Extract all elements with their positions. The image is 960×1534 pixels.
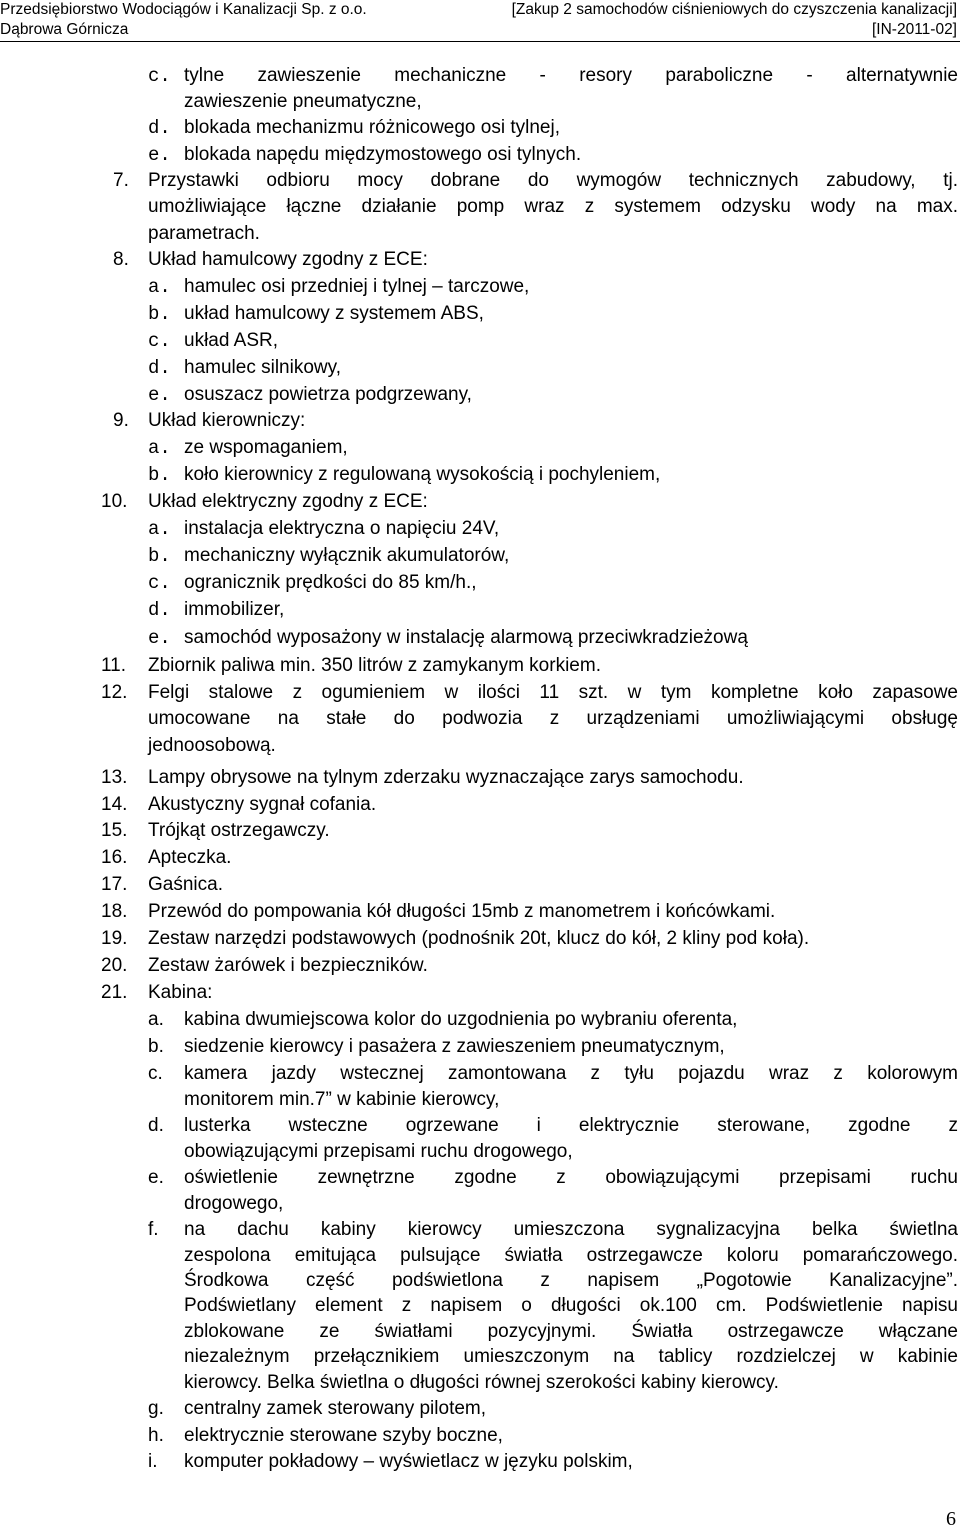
list-text: Lampy obrysowe na tylnym zderzaku wyznaczające zarys samochodu. — [148, 767, 744, 788]
list-line — [0, 1344, 960, 1370]
list-marker: 11. — [101, 655, 127, 676]
list-marker: 17. — [101, 874, 128, 895]
list-text: koło kierownicy z regulowaną wysokością i pochyleniem, — [184, 464, 661, 485]
company-city: Dąbrowa Górnicza — [0, 21, 129, 38]
list-line — [0, 1293, 960, 1319]
list-text: centralny zamek sterowany pilotem, — [184, 1398, 487, 1419]
list-text: umożliwiające łączne działanie pomp wraz z systemem odzysku wody na max. — [148, 196, 958, 217]
list-marker: 9. — [113, 410, 129, 431]
list-text: Apteczka. — [148, 847, 232, 868]
list-text: hamulec silnikowy, — [184, 357, 341, 378]
list-line — [0, 653, 960, 679]
list-text: blokada napędu międzymostowego osi tylnych. — [184, 144, 582, 165]
list-text: samochód wyposażony w instalację alarmową przeciwkradzieżową — [184, 627, 748, 648]
list-marker: a. — [148, 1009, 164, 1030]
list-text: tylne zawieszenie mechaniczne - resory paraboliczne - alternatywnie — [184, 65, 958, 86]
list-line — [0, 247, 960, 273]
list-line — [0, 462, 960, 488]
list-line — [0, 1268, 960, 1294]
list-text: Akustyczny sygnał cofania. — [148, 794, 377, 815]
list-line — [0, 382, 960, 408]
list-text: blokada mechanizmu różnicowego osi tylnej, — [184, 117, 560, 138]
list-marker: d. — [148, 357, 171, 379]
document-title: [Zakup 2 samochodów ciśnieniowych do czyszczenia kanalizacji] — [511, 1, 957, 18]
list-line — [0, 221, 960, 247]
list-text: siedzenie kierowcy i pasażera z zawieszeniem pneumatycznym, — [184, 1036, 725, 1057]
list-text: ze wspomaganiem, — [184, 437, 348, 458]
list-line — [0, 301, 960, 327]
list-marker: b. — [148, 303, 171, 325]
list-marker: i. — [148, 1451, 158, 1472]
list-marker: d. — [148, 1115, 164, 1136]
list-text: Zbiornik paliwa min. 350 litrów z zamykanym korkiem. — [148, 655, 601, 676]
list-marker: 18. — [101, 901, 128, 922]
list-line — [0, 168, 960, 194]
list-marker: 12. — [101, 682, 128, 703]
list-text: zawieszenie pneumatyczne, — [184, 91, 422, 112]
list-text: komputer pokładowy – wyświetlacz w języku polskim, — [184, 1451, 633, 1472]
list-text: osuszacz powietrza podgrzewany, — [184, 384, 472, 405]
list-line — [0, 570, 960, 596]
list-marker: 21. — [101, 982, 128, 1003]
list-line — [0, 1449, 960, 1475]
list-line — [0, 1165, 960, 1191]
list-line — [0, 818, 960, 844]
list-line — [0, 706, 960, 732]
list-text: Felgi stalowe z ogumieniem w ilości 11 szt. w tym kompletne koło zapasowe — [148, 682, 958, 703]
list-marker: a. — [148, 437, 171, 459]
list-text: Układ elektryczny zgodny z ECE: — [148, 491, 428, 512]
list-marker: b. — [148, 545, 171, 567]
list-marker: a. — [148, 276, 171, 298]
list-text: umocowane na stałe do podwozia z urządzeniami umożliwiającymi obsługę — [148, 708, 958, 729]
list-marker: 19. — [101, 928, 128, 949]
list-text: kamera jazdy wstecznej zamontowana z tyłu pojazdu wraz z kolorowym — [184, 1063, 958, 1084]
list-text: elektrycznie sterowane szyby boczne, — [184, 1425, 503, 1446]
list-marker: 20. — [101, 955, 128, 976]
list-line — [0, 1139, 960, 1165]
list-marker: c. — [148, 1063, 163, 1084]
list-line — [0, 1113, 960, 1139]
list-line — [0, 926, 960, 952]
header-rule — [0, 41, 960, 42]
list-text: kabina dwumiejscowa kolor do uzgodnienia po wybraniu oferenta, — [184, 1009, 738, 1030]
list-marker: e. — [148, 144, 171, 166]
list-text: układ hamulcowy z systemem ABS, — [184, 303, 484, 324]
list-text: Przystawki odbioru mocy dobrane do wymogów technicznych zabudowy, tj. — [148, 170, 958, 191]
list-line — [0, 1034, 960, 1060]
list-text: Zestaw narzędzi podstawowych (podnośnik 20t, klucz do kół, 2 kliny pod koła). — [148, 928, 810, 949]
list-text: mechaniczny wyłącznik akumulatorów, — [184, 545, 510, 566]
list-text: Trójkąt ostrzegawczy. — [148, 820, 330, 841]
list-line — [0, 115, 960, 141]
list-line — [0, 1217, 960, 1243]
list-text: Podświetlany element z napisem o długości ok.100 cm. Podświetlenie napisu — [184, 1295, 958, 1316]
list-marker: e. — [148, 627, 171, 649]
list-line — [0, 872, 960, 898]
list-marker: c. — [148, 65, 171, 87]
page-number: 6 — [946, 1508, 956, 1530]
list-line — [0, 1396, 960, 1422]
list-text: Zestaw żarówek i bezpieczników. — [148, 955, 428, 976]
list-line — [0, 516, 960, 542]
list-line — [0, 899, 960, 925]
list-marker: 10. — [101, 491, 128, 512]
list-marker: 16. — [101, 847, 128, 868]
list-marker: a. — [148, 518, 171, 540]
list-text: instalacja elektryczna o napięciu 24V, — [184, 518, 500, 539]
list-line — [0, 1319, 960, 1345]
list-line — [0, 1243, 960, 1269]
list-line — [0, 792, 960, 818]
list-line — [0, 1061, 960, 1087]
list-marker: e. — [148, 1167, 164, 1188]
list-text: jednoosobową. — [148, 735, 276, 756]
list-line — [0, 435, 960, 461]
list-text: hamulec osi przedniej i tylnej – tarczowe, — [184, 276, 530, 297]
list-text: monitorem min.7” w kabinie kierowcy, — [184, 1089, 500, 1110]
list-marker: d. — [148, 117, 171, 139]
list-line — [0, 980, 960, 1006]
list-line — [0, 1370, 960, 1396]
list-text: Środkowa część podświetlona z napisem „Pogotowie Kanalizacyjne”. — [184, 1270, 958, 1291]
list-marker: 7. — [113, 170, 129, 191]
list-line — [0, 328, 960, 354]
list-text: immobilizer, — [184, 599, 285, 620]
list-text: Kabina: — [148, 982, 213, 1003]
list-text: Układ hamulcowy zgodny z ECE: — [148, 249, 428, 270]
list-line — [0, 194, 960, 220]
list-text: kierowcy. Belka świetlna o długości równej szerokości kabiny kierowcy. — [184, 1372, 779, 1393]
list-text: układ ASR, — [184, 330, 278, 351]
list-text: ogranicznik prędkości do 85 km/h., — [184, 572, 477, 593]
list-marker: g. — [148, 1398, 164, 1419]
list-text: Przewód do pompowania kół długości 15mb z manometrem i końcówkami. — [148, 901, 776, 922]
list-line — [0, 953, 960, 979]
list-text: lusterka wsteczne ogrzewane i elektrycznie sterowane, zgodne z — [184, 1115, 958, 1136]
list-text: na dachu kabiny kierowcy umieszczona sygnalizacyjna belka świetlna — [184, 1219, 958, 1240]
list-text: oświetlenie zewnętrzne zgodne z obowiązującymi przepisami ruchu — [184, 1167, 958, 1188]
list-marker: d. — [148, 599, 171, 621]
list-text: obowiązującymi przepisami ruchu drogowego, — [184, 1141, 573, 1162]
list-line — [0, 408, 960, 434]
list-text: zblokowane ze światłami pozycyjnymi. Światła ostrzegawcze włączane — [184, 1321, 958, 1342]
list-text: niezależnym przełącznikiem umieszczonym na tablicy rozdzielczej w kabinie — [184, 1346, 958, 1367]
list-text: Układ kierowniczy: — [148, 410, 306, 431]
document-code: [IN-2011-02] — [871, 21, 957, 38]
list-marker: 8. — [113, 249, 129, 270]
list-line — [0, 355, 960, 381]
list-marker: 15. — [101, 820, 128, 841]
list-line — [0, 680, 960, 706]
list-line — [0, 89, 960, 115]
list-line — [0, 489, 960, 515]
list-line — [0, 845, 960, 871]
list-line — [0, 1007, 960, 1033]
list-text: Gaśnica. — [148, 874, 223, 895]
list-marker: b. — [148, 464, 171, 486]
page-header — [0, 0, 960, 40]
list-text: zespolona emitująca pulsujące światła ostrzegawcze koloru pomarańczowego. — [184, 1245, 958, 1266]
list-marker: c. — [148, 572, 171, 594]
list-line — [0, 1087, 960, 1113]
company-name: Przedsiębiorstwo Wodociągów i Kanalizacji Sp. z o.o. — [0, 1, 367, 18]
list-text: parametrach. — [148, 223, 260, 244]
list-text: drogowego, — [184, 1193, 284, 1214]
list-line — [0, 765, 960, 791]
list-line — [0, 543, 960, 569]
list-marker: e. — [148, 384, 171, 406]
list-line — [0, 274, 960, 300]
list-marker: b. — [148, 1036, 164, 1057]
list-marker: c. — [148, 330, 171, 352]
list-line — [0, 733, 960, 759]
list-marker: 13. — [101, 767, 128, 788]
list-line — [0, 625, 960, 651]
list-line — [0, 1191, 960, 1217]
list-line — [0, 597, 960, 623]
list-marker: h. — [148, 1425, 164, 1446]
list-line — [0, 63, 960, 89]
list-line — [0, 1423, 960, 1449]
list-marker: 14. — [101, 794, 128, 815]
list-marker: f. — [148, 1219, 159, 1240]
list-line — [0, 142, 960, 168]
